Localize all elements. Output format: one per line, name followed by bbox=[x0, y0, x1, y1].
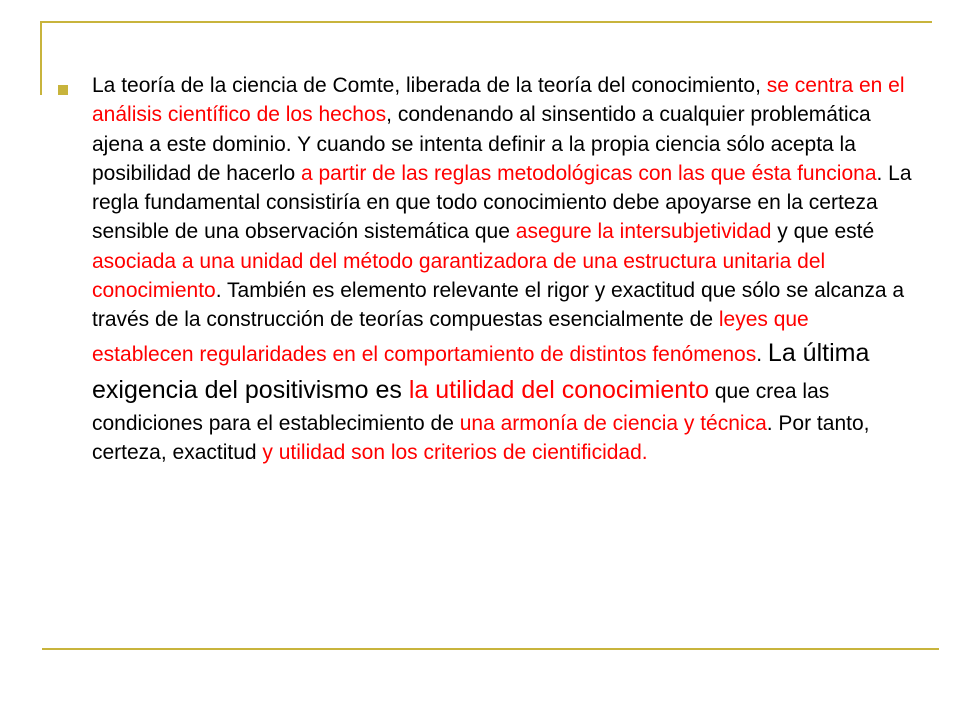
text-run: . La regla fundamental consistiría en que todo conocimiento debe apoyarse en la certeza sensible de una observación sistemática que bbox=[92, 161, 912, 244]
text-run: La teoría de la ciencia de Comte, liberada de la teoría del conocimiento, bbox=[92, 74, 767, 97]
emphasis-run: una armonía de ciencia y técnica bbox=[459, 411, 767, 435]
emphasis-run: a partir de las reglas metodológicas con las que ésta funciona bbox=[300, 161, 877, 185]
large-text-run: La última exigencia del positivismo es bbox=[92, 338, 870, 404]
text-run: . También es elemento relevante el rigor y exactitud que sólo se alcanza a través de la construcción de teorías compuestas esencialmente de bbox=[92, 279, 905, 332]
bottom-divider-line bbox=[42, 648, 939, 650]
bullet-paragraph bbox=[92, 71, 912, 467]
text-run: . bbox=[756, 342, 768, 366]
text-run: . Por tanto, certeza, exactitud bbox=[92, 411, 870, 464]
emphasis-run: y utilidad son los criterios de cientificidad. bbox=[262, 440, 648, 464]
emphasis-run: se centra en el análisis científico de los hechos bbox=[92, 74, 905, 127]
left-divider-line bbox=[40, 21, 42, 95]
emphasis-run: leyes que establecen regularidades en el comportamiento de distintos fenómenos bbox=[92, 308, 809, 366]
text-run: , condenando al sinsentido a cualquier problemática ajena a este dominio. Y cuando se intenta definir a la propia ciencia sólo acepta la posibilidad de hacerlo bbox=[92, 103, 871, 185]
emphasis-run: asociada a una unidad del método garantizadora de una estructura unitaria del conocimiento bbox=[92, 249, 826, 303]
text-run: que crea las condiciones para el establecimiento de bbox=[92, 379, 830, 435]
top-divider-line bbox=[42, 21, 932, 23]
text-run: y que esté bbox=[771, 220, 875, 244]
square-bullet-icon bbox=[58, 85, 68, 95]
large-emphasis-run: la utilidad del conocimiento bbox=[408, 375, 710, 404]
emphasis-run: asegure la intersubjetividad bbox=[515, 220, 772, 244]
